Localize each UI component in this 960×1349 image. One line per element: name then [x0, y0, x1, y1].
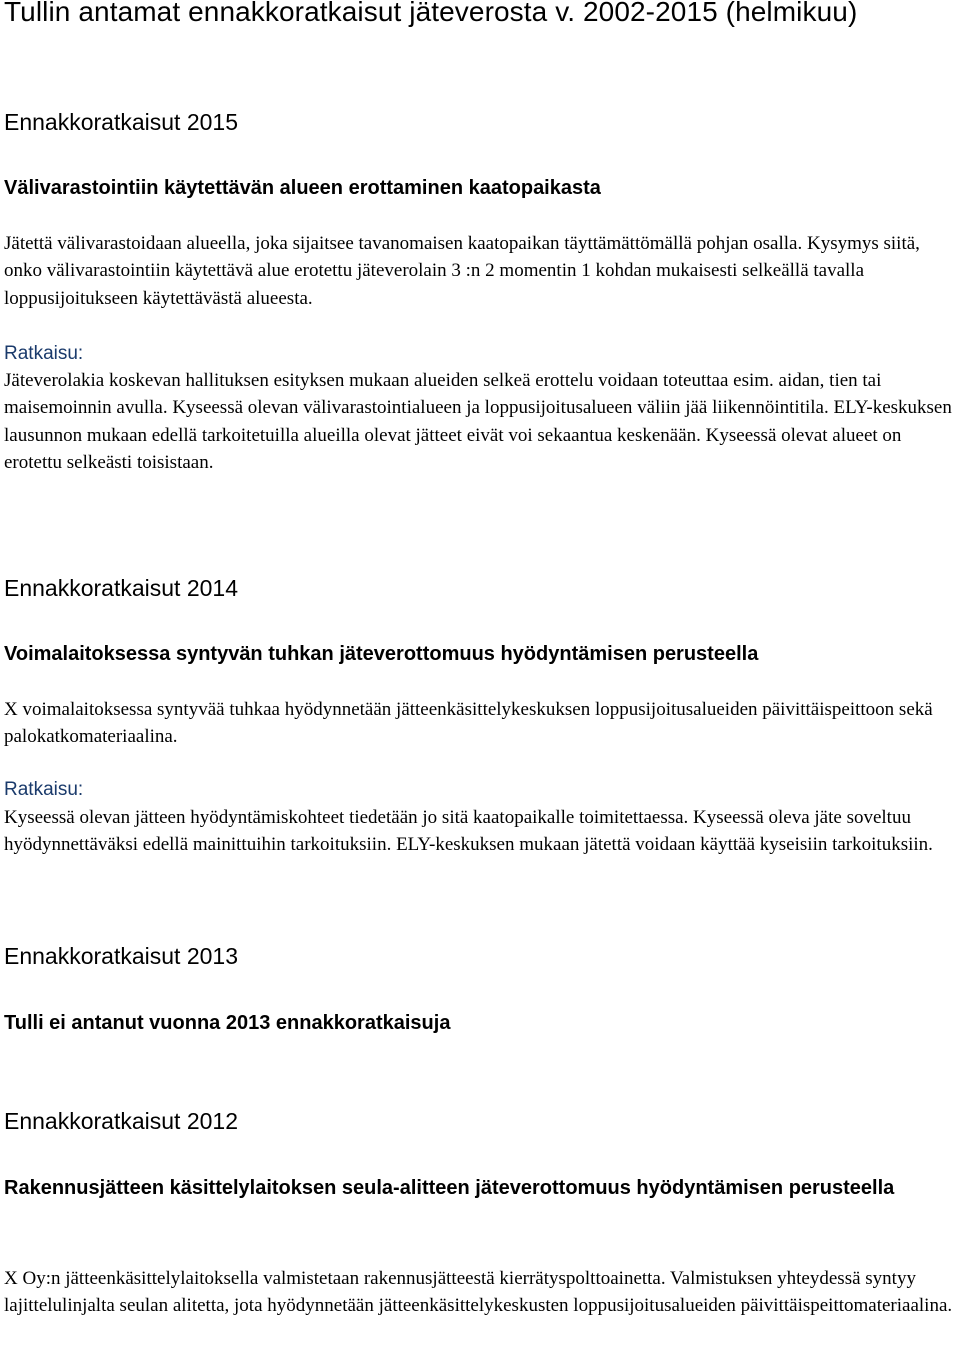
answer-label-2015: Ratkaisu:	[4, 343, 84, 364]
section-subheading-2013: Tulli ei antanut vuonna 2013 ennakkoratkaisuja	[4, 1012, 451, 1034]
section-subheading-2012: Rakennusjätteen käsittelylaitoksen seula-alitteen jäteverottomuus hyödyntämisen perusteella	[4, 1177, 895, 1199]
question-text-2012: X Oy:n jätteenkäsittelylaitoksella valmistetaan rakennusjätteestä kierrätyspolttoainetta. Valmistuksen yhteydessä syntyy lajittelulinjalta seulan alitetta, jota hyödynnetään jätteenkäsittelykeskusten loppusijoitusalueiden päivittäispeittomateriaalina.	[4, 1268, 953, 1317]
section-heading-2015: Ennakkoratkaisut 2015	[4, 109, 238, 135]
answer-text-2014: Kyseessä olevan jätteen hyödyntämiskohteet tiedetään jo sitä kaatopaikalle toimitettaessa. Kyseessä oleva jäte soveltuu hyödynnettäväksi edellä mainittuihin tarkoituksiin. ELY-keskuksen mukaan jätettä voidaan käyttää kyseisiin tarkoituksiin.	[4, 807, 933, 856]
page-title: Tullin antamat ennakkoratkaisut jäteverosta v. 2002-2015 (helmikuu)	[4, 0, 858, 27]
answer-label-2014: Ratkaisu:	[4, 779, 84, 800]
section-subheading-2014: Voimalaitoksessa syntyvän tuhkan jäteverottomuus hyödyntämisen perusteella	[4, 643, 759, 665]
section-heading-2014: Ennakkoratkaisut 2014	[4, 575, 238, 601]
section-heading-2013: Ennakkoratkaisut 2013	[4, 943, 238, 969]
section-subheading-2015: Välivarastointiin käytettävän alueen erottaminen kaatopaikasta	[4, 177, 601, 199]
section-heading-2012: Ennakkoratkaisut 2012	[4, 1108, 238, 1134]
question-text-2015: Jätettä välivarastoidaan alueella, joka sijaitsee tavanomaisen kaatopaikan täyttämättömällä pohjan osalla. Kysymys siitä, onko välivarastointiin käytettävä alue erotettu jäteverolain 3 :n 2 momentin 1 kohdan mukaisesti selkeällä tavalla loppusijoitukseen käytettävästä alueesta.	[4, 233, 920, 309]
question-text-2014: X voimalaitoksessa syntyvää tuhkaa hyödynnetään jätteenkäsittelykeskuksen loppusijoitusalueiden päivittäispeittoon sekä palokatkomateriaalina.	[4, 699, 933, 748]
answer-text-2015: Jäteverolakia koskevan hallituksen esityksen mukaan alueiden selkeä erottelu voidaan toteuttaa esim. aidan, tien tai maisemoinnin avulla. Kyseessä olevan välivarastointialueen ja loppusijoitusalueen väliin jää liikennöintitila. ELY-keskuksen lausunnon mukaan edellä tarkoitetuilla alueilla olevat jätteet eivät voi sekaantua keskenään. Kyseessä olevat alueet on erotettu selkeästi toisistaan.	[4, 370, 952, 473]
